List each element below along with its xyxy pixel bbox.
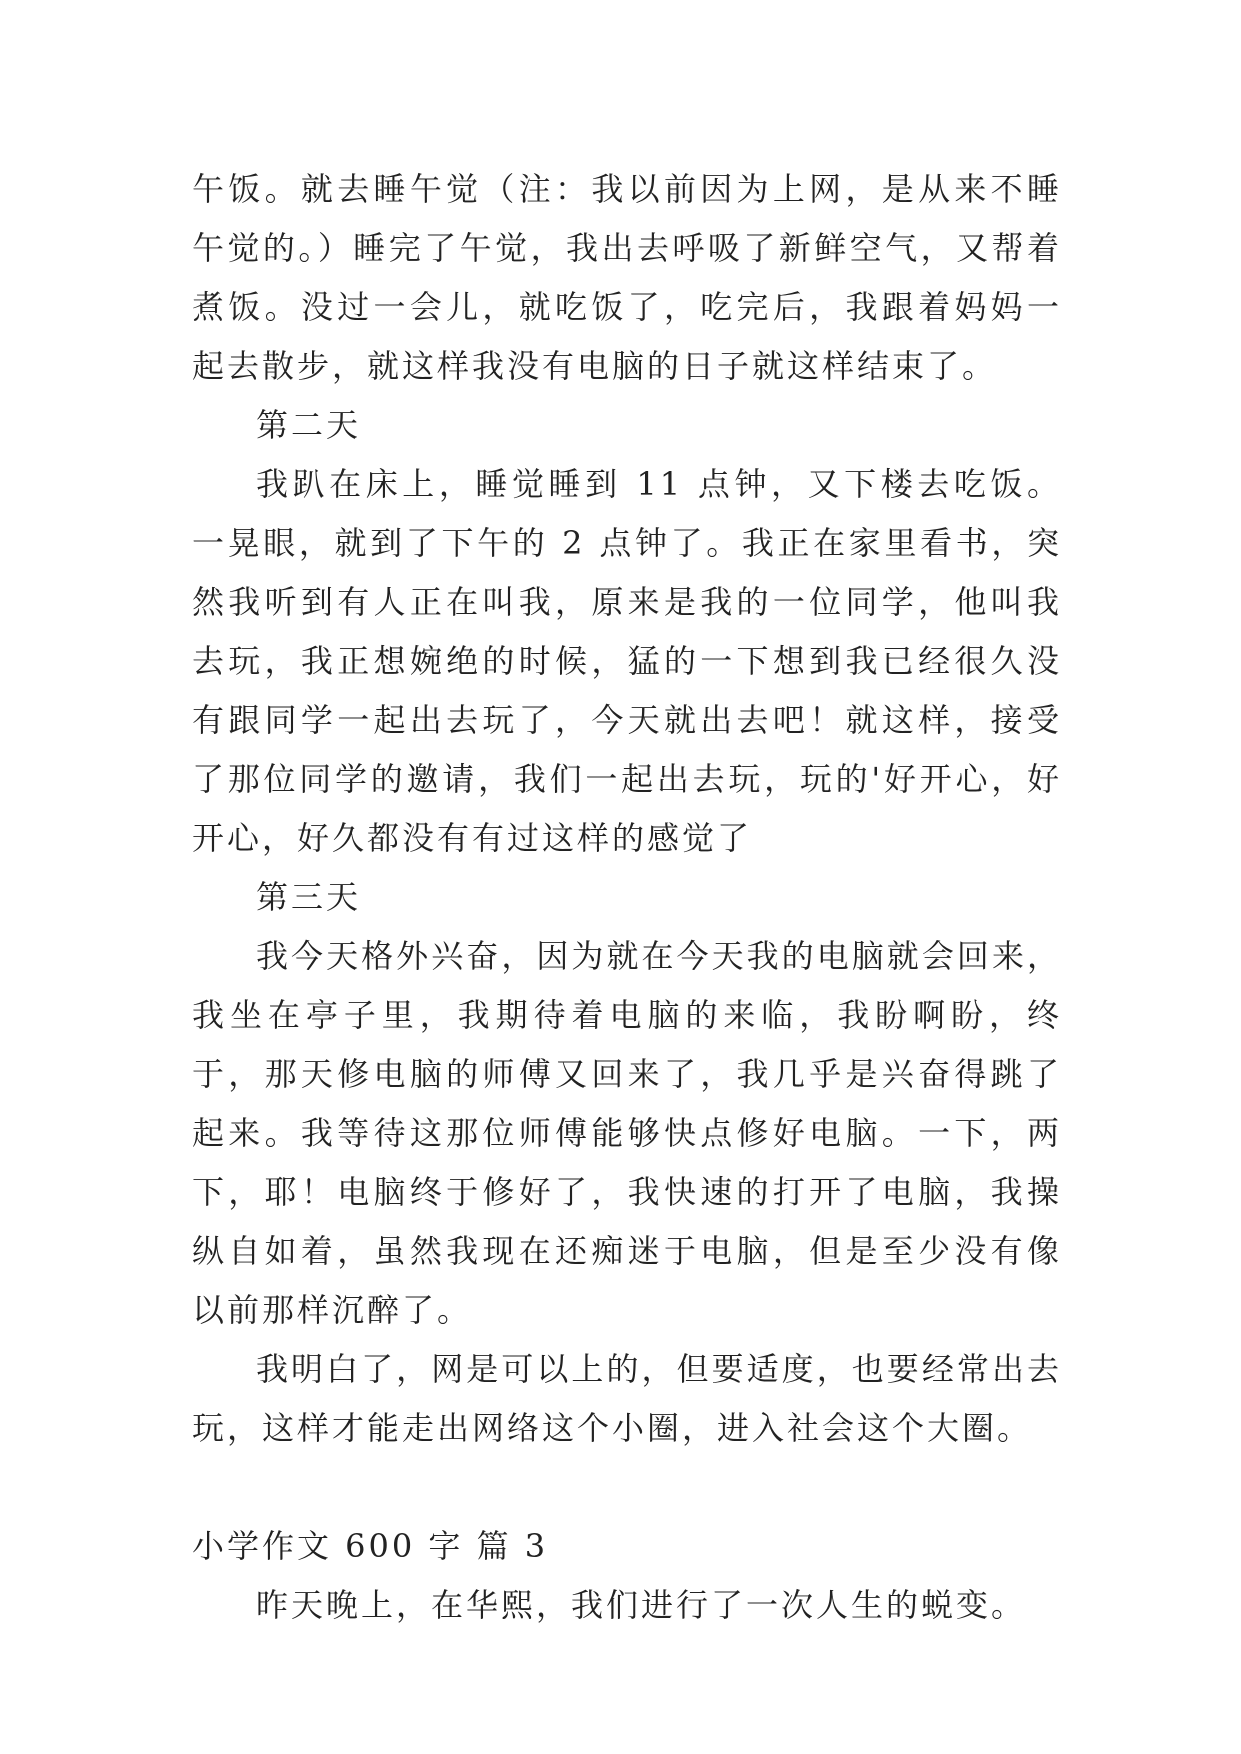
document-body <box>192 160 1062 1635</box>
paragraph-day-two: 我趴在床上，睡觉睡到 11 点钟，又下楼去吃饭。一晃眼，就到了下午的 2 点钟了。我正在家里看书，突然我听到有人正在叫我，原来是我的一位同学，他叫我去玩，我正想婉绝的时候，猛的一下想到我已经很久没有跟同学一起出去玩了，今天就出去吧！就这样，接受了那位同学的邀请，我们一起出去玩，玩的'好开心，好开心，好久都没有有过这样的感觉了 <box>192 465 1062 857</box>
day-three-heading: 第三天 <box>256 878 362 916</box>
paragraph-conclusion: 我明白了，网是可以上的，但要适度，也要经常出去玩，这样才能走出网络这个小圈，进入社会这个大圈。 <box>192 1350 1062 1447</box>
section-heading: 小学作文 600 字 篇 3 <box>192 1527 549 1565</box>
paragraph-essay-3-opening: 昨天晚上，在华熙，我们进行了一次人生的蜕变。 <box>256 1586 1027 1624</box>
paragraph-day-three: 我今天格外兴奋，因为就在今天我的电脑就会回来，我坐在亭子里，我期待着电脑的来临，我盼啊盼，终于，那天修电脑的师傅又回来了，我几乎是兴奋得跳了起来。我等待这那位师傅能够快点修好电脑。一下，两下，耶！电脑终于修好了，我快速的打开了电脑，我操纵自如着，虽然我现在还痴迷于电脑，但是至少没有像以前那样沉醉了。 <box>192 937 1062 1329</box>
paragraph-1: 午饭。就去睡午觉（注：我以前因为上网，是从来不睡午觉的。）睡完了午觉，我出去呼吸了新鲜空气，又帮着煮饭。没过一会儿，就吃饭了，吃完后，我跟着妈妈一起去散步，就这样我没有电脑的日子就这样结束了。 <box>192 170 1062 385</box>
day-two-heading: 第二天 <box>256 406 362 444</box>
